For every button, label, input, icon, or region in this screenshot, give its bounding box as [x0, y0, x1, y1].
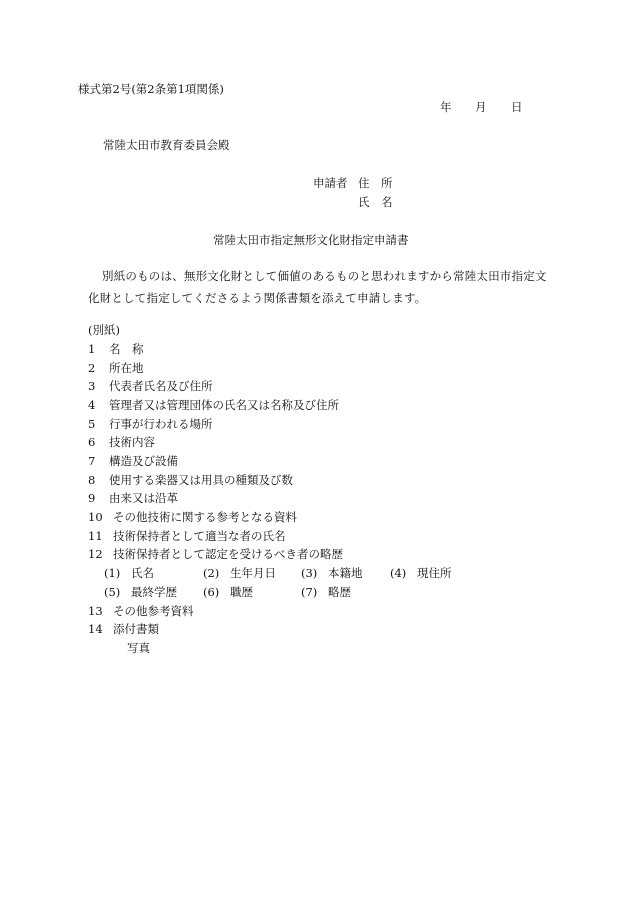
subitem-label: 現住所 — [417, 566, 452, 580]
list-item-label: 名 称 — [109, 342, 144, 356]
list-item-number: 5 — [88, 417, 96, 431]
subitem-label: 氏名 — [131, 566, 154, 580]
subitem-number: (7) — [301, 585, 318, 599]
applicant-name-label: 氏 名 — [358, 195, 393, 209]
list-item-number: 12 — [88, 547, 103, 561]
list-item-label: 管理者又は管理団体の氏名又は名称及び住所 — [109, 398, 339, 412]
form-number: 様式第2号(第2条第1項関係) — [78, 82, 224, 96]
list-item-number: 10 — [88, 510, 103, 524]
list-item-label: 由来又は沿革 — [109, 491, 178, 505]
subitem-row — [0, 565, 630, 581]
list-item-label: その他技術に関する参考となる資料 — [113, 510, 297, 524]
subitem-label: 最終学歴 — [131, 585, 177, 599]
list-item-label: 所在地 — [109, 361, 144, 375]
list-item-label: 添付書類 — [113, 622, 159, 636]
subitem-number: (4) — [390, 566, 407, 580]
applicant-label: 申請者 — [313, 176, 348, 190]
list-item-number: 6 — [88, 435, 96, 449]
document-title: 常陸太田市指定無形文化財指定申請書 — [213, 233, 409, 247]
date-day-label: 日 — [511, 100, 523, 114]
body-paragraph: 別紙のものは、無形文化財として価値のあるものと思われますから常陸太田市指定文化財として指定してくださるよう関係書類を添えて申請します。 — [88, 269, 547, 305]
date-month-label: 月 — [475, 100, 487, 114]
list-item-label: 技術保持者として認定を受けるべき者の略歴 — [113, 547, 343, 561]
list-item-number: 2 — [88, 361, 96, 375]
subitem-row — [0, 584, 630, 600]
subitem-label: 本籍地 — [328, 566, 363, 580]
list-item-number: 7 — [88, 454, 96, 468]
date-year-label: 年 — [440, 100, 452, 114]
list-item-label: 構造及び設備 — [109, 454, 178, 468]
list-item-number: 13 — [88, 604, 103, 618]
subitem-number: (5) — [104, 585, 121, 599]
subitem-label: 職歴 — [230, 585, 253, 599]
list-item-number: 14 — [88, 622, 103, 636]
list-item-label: 代表者氏名及び住所 — [109, 379, 213, 393]
list-item-number: 3 — [88, 379, 96, 393]
attachment-documents: 写真 — [127, 641, 150, 655]
list-item-number: 11 — [88, 529, 103, 543]
subitem-number: (3) — [301, 566, 318, 580]
attachment-heading: (別紙) — [88, 323, 120, 337]
list-item-number: 9 — [88, 491, 96, 505]
subitem-number: (1) — [104, 566, 121, 580]
list-item-label: 技術内容 — [109, 435, 155, 449]
list-item-number: 8 — [88, 473, 96, 487]
subitem-number: (2) — [203, 566, 220, 580]
list-item-label: その他参考資料 — [113, 604, 194, 618]
list-item-number: 4 — [88, 398, 96, 412]
list-item-label: 行事が行われる場所 — [109, 417, 213, 431]
subitem-label: 生年月日 — [230, 566, 276, 580]
addressee: 常陸太田市教育委員会殿 — [103, 138, 230, 152]
subitem-number: (6) — [203, 585, 220, 599]
applicant-address-label: 住 所 — [358, 176, 393, 190]
list-item-label: 使用する楽器又は用具の種類及び数 — [109, 473, 293, 487]
subitem-label: 略歴 — [328, 585, 351, 599]
list-item-number: 1 — [88, 342, 96, 356]
list-item-label: 技術保持者として適当な者の氏名 — [113, 529, 286, 543]
